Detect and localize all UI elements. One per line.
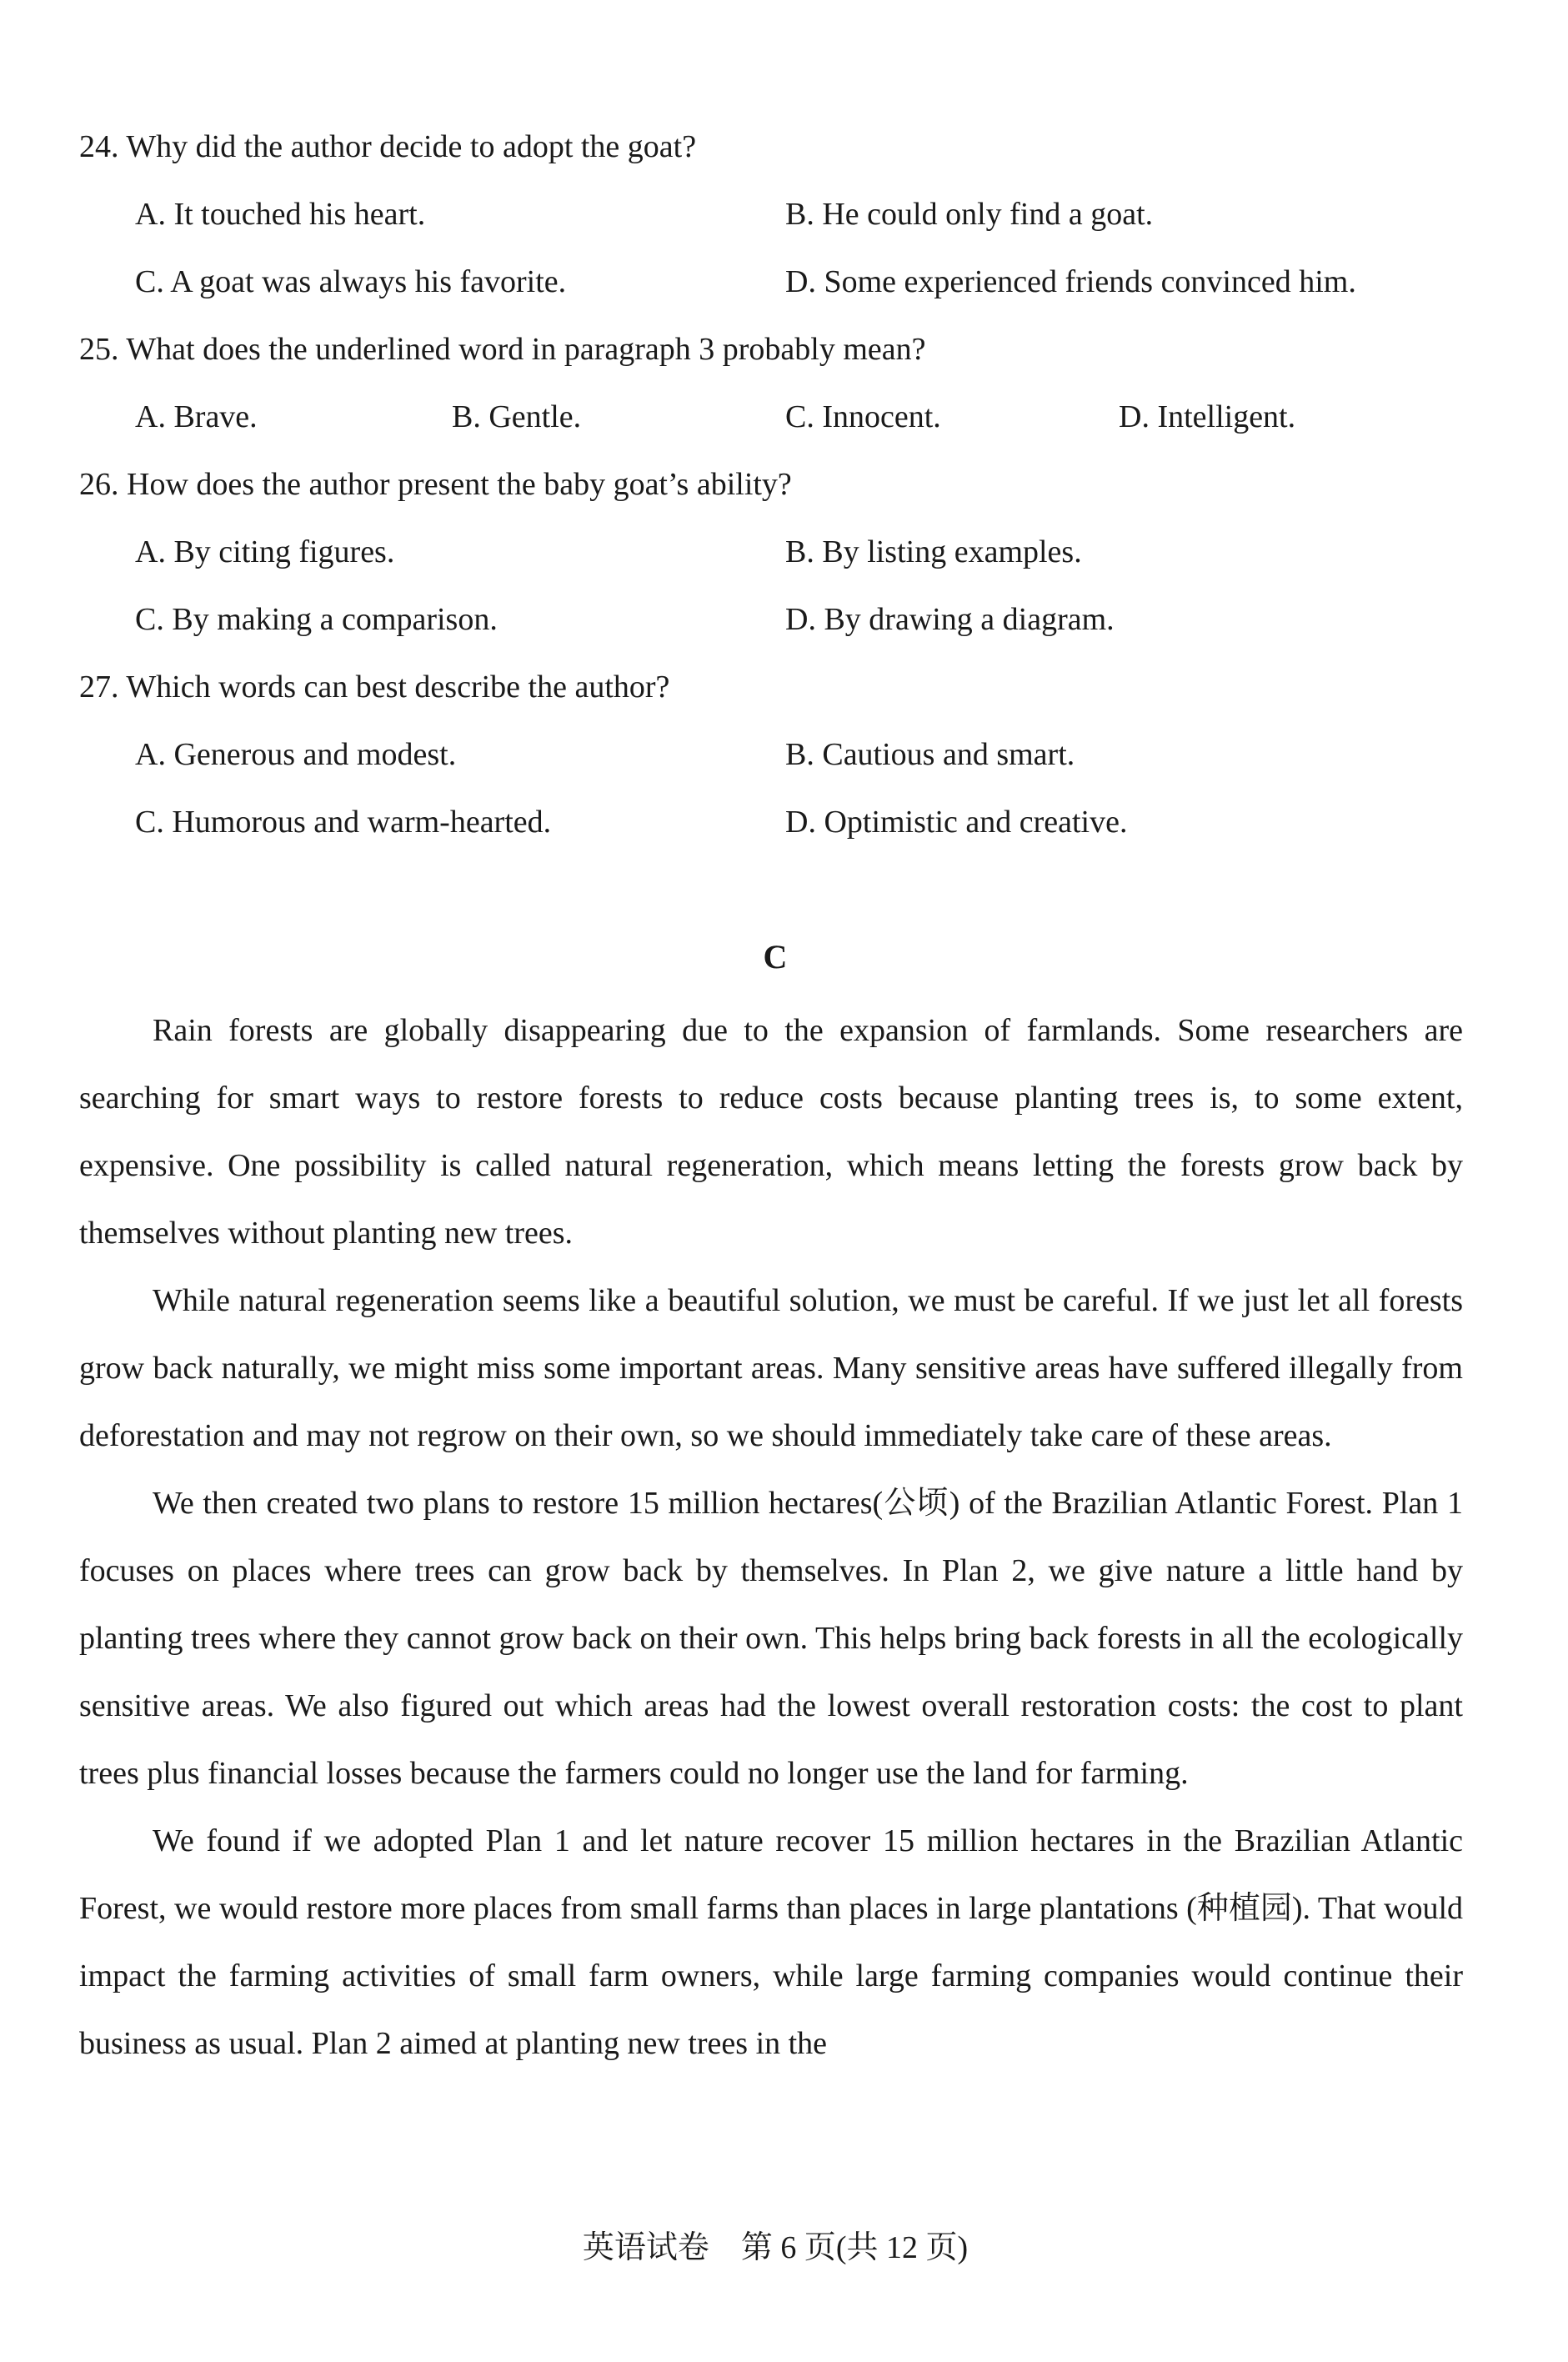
passage-paragraph-3: We then created two plans to restore 15 million hectares(公顷) of the Brazilian Atlantic Forest. Plan 1 focuses on places where trees can grow back by themselves. In Plan 2, we give nature a little hand by planting trees where they cannot grow back on their own. This helps bring back forests in all the ecologically sensitive areas. We also figured out which areas had the lowest overall restoration costs: the cost to plant trees plus financial losses because the farmers could no longer use the land for farming. [79, 1486, 1463, 1791]
question-24-option-d: D. Some experienced friends convinced him. [785, 264, 1356, 299]
question-27-stem: 27. Which words can best describe the author? [79, 669, 670, 705]
question-25-option-c: C. Innocent. [785, 399, 941, 434]
question-27-option-a: A. Generous and modest. [135, 737, 457, 772]
question-26-option-d: D. By drawing a diagram. [785, 602, 1115, 637]
question-26-stem: 26. How does the author present the baby goat’s ability? [79, 467, 792, 502]
question-26-option-a: A. By citing figures. [135, 534, 395, 569]
reading-passage [79, 997, 1463, 2078]
question-27-option-c: C. Humorous and warm-hearted. [135, 805, 552, 840]
question-24-option-b: B. He could only find a goat. [785, 197, 1154, 232]
question-26-option-b: B. By listing examples. [785, 534, 1082, 569]
passage-paragraph-4: We found if we adopted Plan 1 and let nature recover 15 million hectares in the Brazilian Atlantic Forest, we would restore more places from small farms than places in large plantations (种植园). That would impact the farming activities of small farm owners, while large farming companies would continue their business as usual. Plan 2 aimed at planting new trees in the [79, 1823, 1463, 2061]
question-24-option-a: A. It touched his heart. [135, 197, 426, 232]
question-25-option-d: D. Intelligent. [1119, 399, 1296, 434]
passage-paragraph-2: While natural regeneration seems like a beautiful solution, we must be careful. If we just let all forests grow back naturally, we might miss some important areas. Many sensitive areas have suffered illegally from deforestation and may not regrow on their own, so we should immediately take care of these areas. [79, 1283, 1463, 1453]
question-24-stem: 24. Why did the author decide to adopt the goat? [79, 129, 697, 164]
question-26-option-c: C. By making a comparison. [135, 602, 498, 637]
section-heading: C [763, 938, 788, 975]
question-27-option-b: B. Cautious and smart. [785, 737, 1075, 772]
page-footer: 英语试卷 第 6 页(共 12 页) [582, 2230, 969, 2265]
question-25-option-a: A. Brave. [135, 399, 258, 434]
passage-paragraph-1: Rain forests are globally disappearing due to the expansion of farmlands. Some researchers are searching for smart ways to restore forests to reduce costs because planting trees is, to some extent, expensive. One possibility is called natural regeneration, which means letting the forests grow back by themselves without planting new trees. [79, 1013, 1463, 1251]
question-25-option-b: B. Gentle. [452, 399, 582, 434]
question-24-option-c: C. A goat was always his favorite. [135, 264, 567, 299]
question-25-stem: 25. What does the underlined word in paragraph 3 probably mean? [79, 332, 926, 367]
question-27-option-d: D. Optimistic and creative. [785, 805, 1128, 840]
